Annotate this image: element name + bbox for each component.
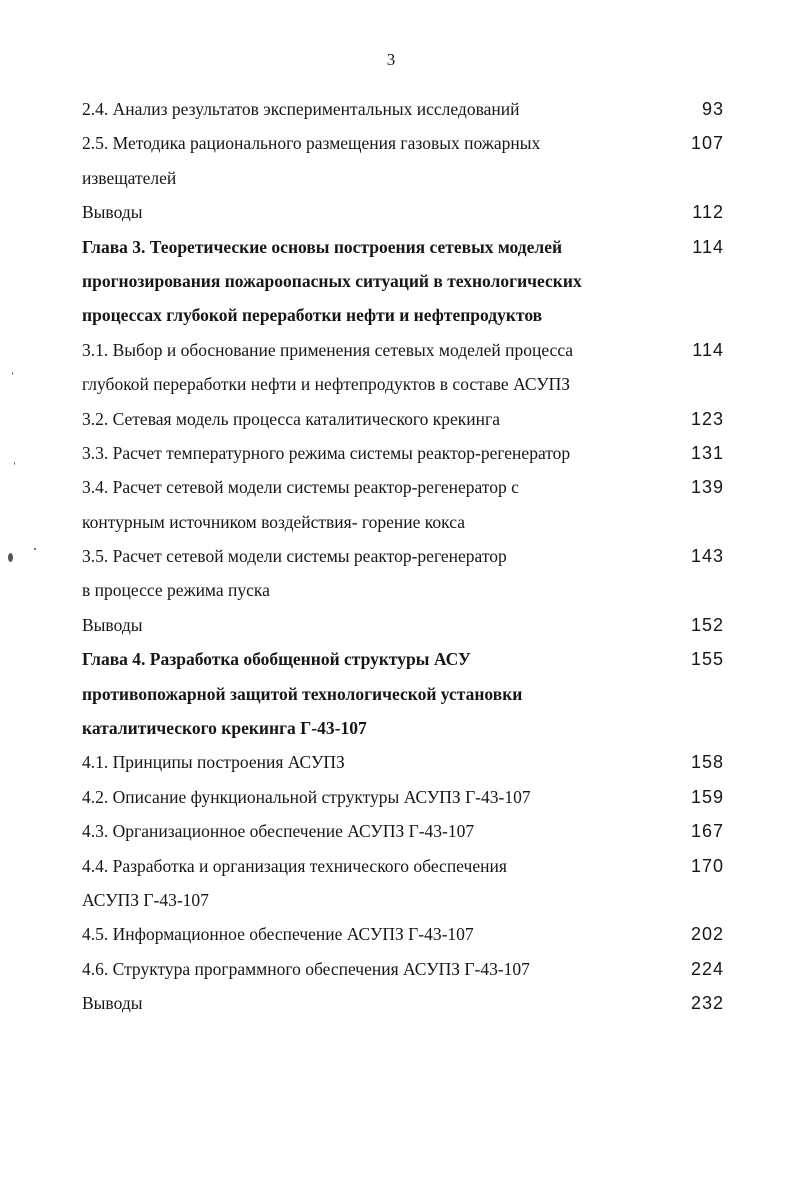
toc-entry-text: Глава 3. Теоретические основы построения сетевых моделей xyxy=(82,236,563,257)
toc-entry-text: противопожарной защитой технологической установки xyxy=(82,683,523,704)
toc-line xyxy=(82,917,724,951)
toc-entry-text: 2.4. Анализ результатов экспериментальных исследований xyxy=(82,99,520,119)
toc-page-number: 170 xyxy=(690,855,724,876)
toc-entry-text: Глава 4. Разработка обобщенной структуры АСУ xyxy=(82,649,471,670)
toc-line xyxy=(82,505,724,539)
toc-page-number: 202 xyxy=(690,924,724,945)
toc-entry-text: 4.2. Описание функциональной структуры АСУПЗ Г-43-107 xyxy=(82,786,531,807)
toc-line xyxy=(82,367,724,401)
toc-entry-text: контурным источником воздействия- горение кокса xyxy=(82,511,465,532)
toc-page-number: 167 xyxy=(690,821,724,842)
toc-line xyxy=(82,298,724,332)
toc-page-number: 232 xyxy=(690,993,724,1014)
toc-entry-text: прогнозирования пожароопасных ситуаций в технологических xyxy=(82,270,582,291)
toc-entry-text: Выводы xyxy=(82,202,143,223)
toc-entry-text: 3.2. Сетевая модель процесса каталитического крекинга xyxy=(82,408,500,429)
toc-line xyxy=(82,711,724,745)
table-of-contents xyxy=(82,92,724,1021)
toc-page-number: 143 xyxy=(690,546,724,567)
toc-entry-text: 4.6. Структура программного обеспечения АСУПЗ Г-43-107 xyxy=(82,958,530,979)
toc-line xyxy=(82,849,724,883)
toc-page-number: 112 xyxy=(692,202,724,223)
toc-page-number: 131 xyxy=(690,442,724,463)
toc-line xyxy=(82,436,724,470)
toc-line xyxy=(82,745,724,779)
toc-page-number: 123 xyxy=(690,408,724,429)
scan-speck xyxy=(12,372,13,375)
scan-speck xyxy=(14,462,15,465)
toc-line xyxy=(82,780,724,814)
toc-line xyxy=(82,402,724,436)
toc-page-number: 93 xyxy=(701,99,724,119)
toc-entry-text: в процессе режима пуска xyxy=(82,580,270,601)
toc-line xyxy=(82,195,724,229)
toc-line xyxy=(82,264,724,298)
toc-entry-text: Выводы xyxy=(82,614,143,635)
toc-entry-text: АСУПЗ Г-43-107 xyxy=(82,889,209,910)
toc-page-number: 152 xyxy=(690,614,724,635)
toc-line xyxy=(82,539,724,573)
scan-speck xyxy=(8,553,13,562)
toc-line xyxy=(82,92,724,126)
toc-entry-text: 3.3. Расчет температурного режима системы реактор-регенератор xyxy=(82,442,571,463)
toc-line xyxy=(82,333,724,367)
toc-entry-text: 3.4. Расчет сетевой модели системы реактор-регенератор с xyxy=(82,477,519,498)
toc-page-number: 159 xyxy=(690,786,724,807)
toc-line xyxy=(82,642,724,676)
scan-speck xyxy=(34,548,36,550)
toc-page-number: 158 xyxy=(690,752,724,773)
toc-entry-text: 4.5. Информационное обеспечение АСУПЗ Г-43-107 xyxy=(82,924,474,945)
toc-entry-text: 4.1. Принципы построения АСУПЗ xyxy=(82,752,345,773)
toc-entry-text: 4.4. Разработка и организация технического обеспечения xyxy=(82,855,507,876)
toc-entry-text: процессах глубокой переработки нефти и нефтепродуктов xyxy=(82,305,543,326)
toc-line xyxy=(82,161,724,195)
toc-line xyxy=(82,230,724,264)
toc-line xyxy=(82,126,724,160)
toc-page-number: 224 xyxy=(690,958,724,979)
toc-entry-text: 3.5. Расчет сетевой модели системы реактор-регенератор xyxy=(82,546,507,567)
toc-entry-text: извещателей xyxy=(82,167,177,188)
toc-line xyxy=(82,883,724,917)
toc-entry-text: глубокой переработки нефти и нефтепродуктов в составе АСУПЗ xyxy=(82,374,571,395)
toc-line xyxy=(82,677,724,711)
page-number: 3 xyxy=(386,50,396,69)
toc-line xyxy=(82,814,724,848)
toc-page-number: 139 xyxy=(690,477,724,498)
toc-page-number: 107 xyxy=(690,133,724,154)
toc-line xyxy=(82,470,724,504)
toc-entry-text: 2.5. Методика рационального размещения газовых пожарных xyxy=(82,133,541,154)
toc-line xyxy=(82,952,724,986)
toc-entry-text: каталитического крекинга Г-43-107 xyxy=(82,718,367,739)
toc-entry-text: 4.3. Организационное обеспечение АСУПЗ Г-43-107 xyxy=(82,821,475,842)
toc-line xyxy=(82,573,724,607)
toc-entry-text: Выводы xyxy=(82,993,143,1014)
toc-line xyxy=(82,608,724,642)
toc-page-number: 114 xyxy=(692,339,724,360)
toc-line xyxy=(82,986,724,1020)
toc-entry-text: 3.1. Выбор и обоснование применения сетевых моделей процесса xyxy=(82,339,574,360)
toc-page-number: 155 xyxy=(690,649,724,670)
toc-page-number: 114 xyxy=(692,236,724,257)
